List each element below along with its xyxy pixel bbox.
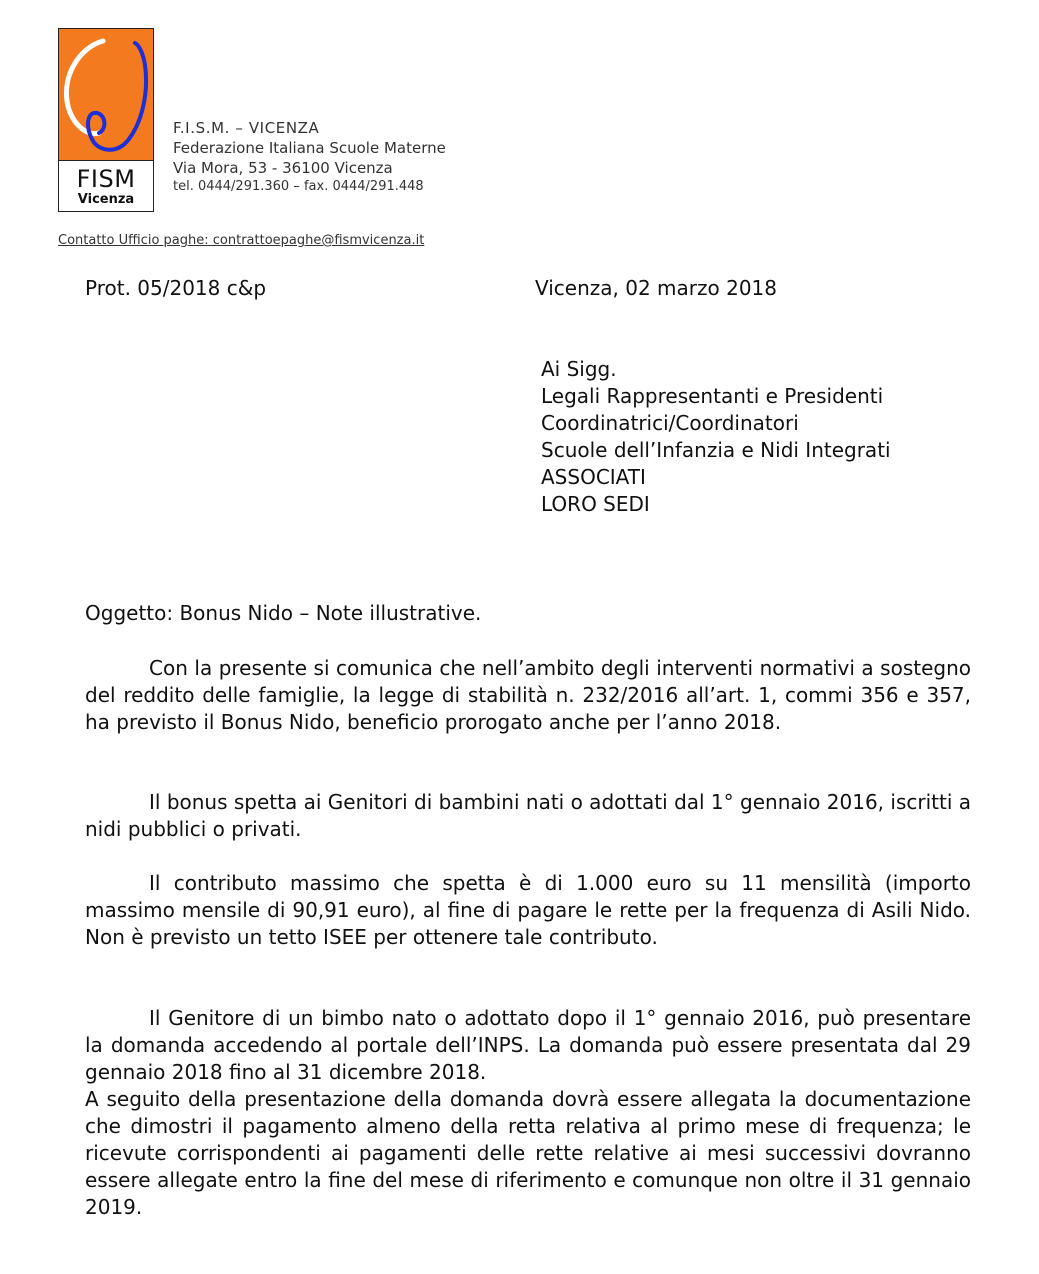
recipient-line: Legali Rappresentanti e Presidenti [541,384,884,408]
body-paragraph [85,655,971,736]
body-paragraph [85,789,971,843]
fism-logo [58,28,154,212]
paragraph-text: Il contributo massimo che spetta è di 1.000 euro su 11 mensilità (importo massimo mensile di 90,91 euro), al fine di pagare le rette per la frequenza di Asili Nido. Non è previsto un tetto ISEE per ottenere tale contributo. [85,871,971,949]
contact-line[interactable]: Contatto Ufficio paghe: contrattoepaghe@fismvicenza.it [58,233,425,248]
org-phone: tel. 0444/291.360 – fax. 0444/291.448 [173,179,424,194]
recipient-line: ASSOCIATI [541,465,646,489]
recipients-block [541,356,891,518]
recipient-line: LORO SEDI [541,492,650,516]
fism-logo-text: FISM [76,165,136,193]
fism-logo-mark [59,29,154,163]
fism-logo-city: Vicenza [77,192,135,207]
recipient-line: Ai Sigg. [541,357,617,381]
letterhead [173,118,446,196]
protocol-number: Prot. 05/2018 c&p [85,276,267,300]
body-paragraph [85,870,971,951]
paragraph-text: Il bonus spetta ai Genitori di bambini nati o adottati dal 1° gennaio 2016, iscritti a nidi pubblici o privati. [85,790,971,841]
org-name: F.I.S.M. – VICENZA [173,119,320,137]
fism-logo-footer [59,160,153,211]
org-address: Via Mora, 53 - 36100 Vicenza [173,159,393,177]
letter-date: Vicenza, 02 marzo 2018 [535,276,778,300]
recipient-line: Coordinatrici/Coordinatori [541,411,799,435]
body-paragraph [85,1005,971,1221]
paragraph-text: Il Genitore di un bimbo nato o adottato dopo il 1° gennaio 2016, può presentare la domanda accedendo al portale dell’INPS. La domanda può essere presentata dal 29 gennaio 2018 fino al 31 dicembre 2018. [85,1006,971,1084]
org-full-name: Federazione Italiana Scuole Materne [173,139,446,157]
subject-line: Oggetto: Bonus Nido – Note illustrative. [85,601,482,625]
paragraph-text: Con la presente si comunica che nell’ambito degli interventi normativi a sostegno del reddito delle famiglie, la legge di stabilità n. 232/2016 all’art. 1, commi 356 e 357, ha previsto il Bonus Nido, beneficio prorogato anche per l’anno 2018. [85,656,971,734]
recipient-line: Scuole dell’Infanzia e Nidi Integrati [541,438,891,462]
paragraph-text: A seguito della presentazione della domanda dovrà essere allegata la documentazione che dimostri il pagamento almeno della retta relativa al primo mese di frequenza; le ricevute corrispondenti ai pagamenti delle rette relative ai mesi successivi dovranno essere allegate entro la fine del mese di riferimento e comunque non oltre il 31 gennaio 2019. [85,1087,971,1219]
